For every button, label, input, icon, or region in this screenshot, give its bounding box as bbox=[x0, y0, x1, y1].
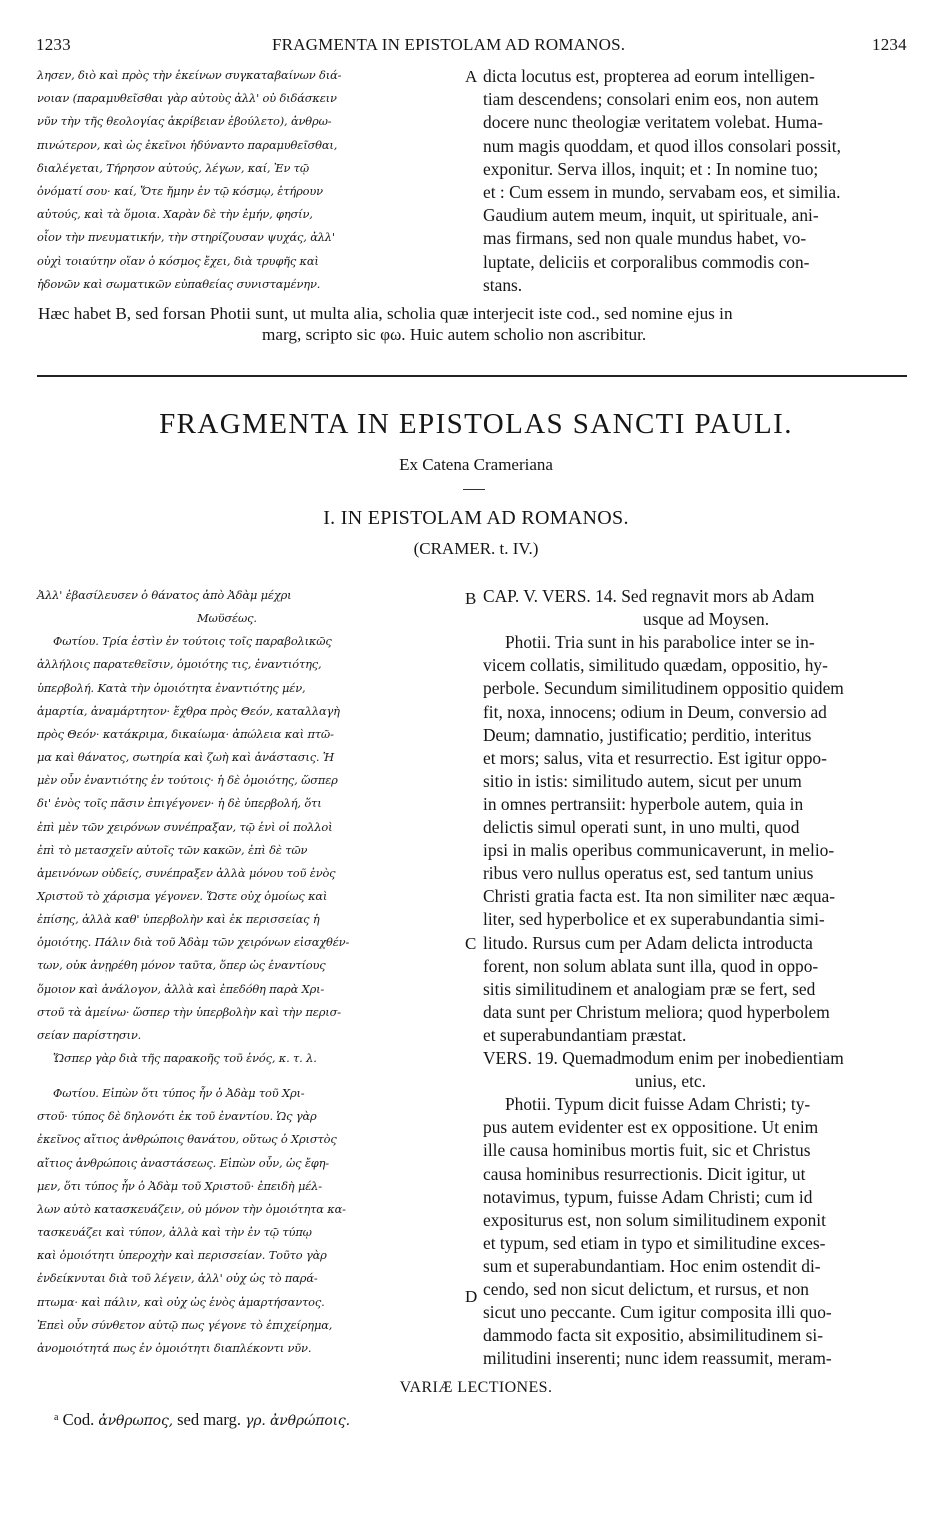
latin-line: sum et superabundantiam. Hoc enim ostendit di- bbox=[483, 1255, 821, 1276]
greek-line: ἐπὶ μὲν τῶν χειρόνων συνέπραξαν, τῷ ἑνὶ οἱ πολλοὶ bbox=[37, 819, 333, 834]
running-title: FRAGMENTA IN EPISTOLAM AD ROMANOS. bbox=[272, 35, 626, 54]
latin-line: mas firmans, sed non quale mundus habet, vo- bbox=[483, 228, 807, 249]
greek-line: πρὸς Θεόν· κατάκριμα, δικαίωμα· ἀπώλεια καὶ πτῶ- bbox=[37, 726, 334, 741]
greek-line: πτωμα· καὶ πάλιν, καὶ οὐχ ὡς ἑνὸς ἁμαρτήσαντος. bbox=[37, 1294, 325, 1309]
variant-note-prefix: Cod. bbox=[62, 1410, 95, 1429]
greek-line: μὲν οὖν ἐναντιότης ἐν τούτοις· ἡ δὲ ὁμοιότης, ὥσπερ bbox=[37, 773, 338, 788]
greek-line: Ὥσπερ γὰρ διὰ τῆς παρακοῆς τοῦ ἑνός, κ. τ. λ. bbox=[53, 1051, 317, 1065]
latin-line: CAP. V. VERS. 14. Sed regnavit mors ab Adam bbox=[483, 586, 815, 606]
latin-line: pus autem evidenter est ex oppositione. Ut enim bbox=[483, 1117, 819, 1138]
latin-line: VERS. 19. Quemadmodum enim per inobedientiam bbox=[483, 1048, 844, 1068]
latin-line: perbole. Secundum similitudinem oppositio quidem bbox=[483, 678, 844, 699]
greek-line: ἀμεινόνων οὐδείς, συνέπραξεν ἀλλὰ μόνου τοῦ ἑνὸς bbox=[37, 865, 336, 880]
variant-greek-2: γρ. ἀνθρώποις. bbox=[245, 1413, 350, 1429]
variant-note bbox=[54, 1410, 350, 1430]
page-number-right: 1234 bbox=[872, 35, 907, 54]
latin-line: data sunt per Christum meliora; quod hyperbolem bbox=[483, 1001, 830, 1022]
variant-greek-1: ἀνθρωπος, bbox=[98, 1413, 173, 1429]
greek-line: ἐκεῖνος αἴτιος ἀνθρώποις θανάτου, οὕτως ὁ Χριστὸς bbox=[37, 1132, 337, 1147]
greek-line: αὐτούς, καὶ τὰ ὅμοια. Χαρὰν δὲ τὴν ἐμήν, φησίν, bbox=[37, 207, 313, 222]
latin-line: vicem collatis, similitudo quædam, oppositio, hy- bbox=[483, 655, 828, 676]
latin-line: dammodo facta sit expositio, absimilitudinem si- bbox=[483, 1325, 824, 1346]
latin-line: militudini inserenti; nunc idem reassumit, meram- bbox=[483, 1348, 832, 1369]
greek-line: Φωτίου. Τρία ἐστὶν ἐν τούτοις τοῖς παραβολικῶς bbox=[53, 634, 332, 649]
latin-line: Deum; damnatio, justificatio; perditio, interitus bbox=[483, 724, 812, 745]
latin-line: Photii. Typum dicit fuisse Adam Christi; ty- bbox=[505, 1094, 811, 1115]
greek-line: των, οὐκ ἀνῃρέθη μόνον ταῦτα, ὅπερ ὡς ἐναντίους bbox=[37, 958, 326, 973]
greek-line: ὑπερβολή. Κατὰ τὴν ὁμοιότητα ἐναντιότης μέν, bbox=[37, 680, 306, 695]
latin-line: forent, non solum ablata sunt illa, quod in oppo- bbox=[483, 955, 819, 976]
greek-line: τασκευάζει καὶ τύπον, ἀλλὰ καὶ τὴν ἐν τῷ τύπῳ bbox=[37, 1225, 312, 1240]
greek-line: Μωϋσέως. bbox=[197, 611, 257, 626]
greek-line: ὅμοιον καὶ ἀνάλογον, ἀλλὰ καὶ ἐπεδόθη παρὰ Χρι- bbox=[37, 981, 325, 996]
editor-note-line-2: marg, scripto sic φω. Huic autem scholio non ascribitur. bbox=[262, 325, 647, 344]
greek-line: ἡδονῶν καὶ σωματικῶν εὐπαθείας συνισταμένην. bbox=[37, 276, 321, 291]
latin-line: Gaudium autem meum, inquit, ut spirituale, ani- bbox=[483, 205, 819, 226]
greek-line: στοῦ· τύπος δὲ δηλονότι ἐκ τοῦ ἐναντίου. Ὡς γὰρ bbox=[37, 1109, 317, 1124]
top-latin-column bbox=[483, 66, 915, 298]
latin-line: dicta locutus est, propterea ad eorum intelligen- bbox=[483, 66, 815, 86]
margin-marker-c: C bbox=[465, 934, 477, 953]
latin-line: sicut uno peccante. Cum igitur composita illi quo- bbox=[483, 1302, 832, 1323]
latin-line: et superabundantiam præstat. bbox=[483, 1024, 687, 1045]
latin-line: tiam descendens; consolari enim eos, non autem bbox=[483, 89, 819, 110]
latin-line: notavimus, typum, fuisse Adam Christi; cum id bbox=[483, 1186, 813, 1207]
greek-line: Ἐπεὶ οὖν σύνθετον αὐτῷ πως γέγονε τὸ ἐπιχείρημα, bbox=[37, 1317, 333, 1332]
latin-line: ille causa hominibus mortis fuit, sic et Christus bbox=[483, 1140, 811, 1161]
greek-line: Φωτίου. Εἰπὼν ὅτι τύπος ἦν ὁ Ἀδὰμ τοῦ Χρι- bbox=[53, 1086, 305, 1101]
latin-line: ipsi in malis operibus communicaverunt, in melio- bbox=[483, 840, 835, 861]
greek-line: λησεν, διὸ καὶ πρὸς τὴν ἐκείνων συγκαταβαίνων διά- bbox=[37, 68, 342, 82]
latin-line: litudo. Rursus cum per Adam delicta introducta bbox=[483, 932, 813, 953]
greek-line: καὶ ὁμοιότητι ὑπεροχὴν καὶ περισσείαν. Τοῦτο γὰρ bbox=[37, 1248, 327, 1263]
latin-line: usque ad Moysen. bbox=[643, 609, 770, 630]
greek-line: διαλέγεται, Τήρησον αὐτούς, λέγων, καί, Ἐν τῷ bbox=[37, 160, 309, 175]
latin-line: in omnes pertransiit: hyperbole autem, quia in bbox=[483, 793, 804, 814]
latin-line: docere nunc theologiæ veritatem volebat. Huma- bbox=[483, 112, 823, 133]
part-reference: (CRAMER. t. IV.) bbox=[413, 539, 539, 558]
section-subtitle: Ex Catena Crameriana bbox=[399, 455, 553, 474]
margin-marker-d: D bbox=[465, 1287, 478, 1306]
short-rule bbox=[463, 489, 485, 490]
latin-line: Christi gratia facta est. Ita non similiter næc æqua- bbox=[483, 886, 836, 907]
greek-line: μα καὶ θάνατος, σωτηρία καὶ ζωὴ καὶ ἀνάστασις. Ἡ bbox=[37, 750, 335, 765]
greek-line: αἴτιος ἀνθρώποις ἀναστάσεως. Εἰπὼν οὖν, ὡς ἔφη- bbox=[37, 1155, 329, 1170]
greek-line: νῦν τὴν τῆς θεολογίας ἀκρίβειαν ἐβούλετο), ἀνθρω- bbox=[37, 114, 332, 129]
latin-line: ribus vero nullus operatus est, sed tantum unius bbox=[483, 863, 814, 884]
greek-column bbox=[37, 588, 462, 1368]
latin-line: et : Cum essem in mundo, servabam eos, et similia. bbox=[483, 182, 841, 202]
greek-line: οὐχὶ τοιαύτην οἵαν ὁ κόσμος ἔχει, διὰ τρυφῆς καὶ bbox=[37, 253, 319, 268]
latin-line: exponitur. Serva illos, inquit; et : In nomine tuo; bbox=[483, 158, 819, 179]
section-divider bbox=[37, 375, 907, 377]
latin-column bbox=[483, 586, 915, 1376]
greek-line: λων αὐτὸ κατασκευάζειν, οὐ μόνον τὴν ὁμοιότητα κα- bbox=[37, 1201, 346, 1216]
margin-marker-a: A bbox=[465, 67, 478, 86]
greek-line: ὁμοιότης. Πάλιν διὰ τοῦ Ἀδὰμ τῶν χειρόνων εἰσαχθέν- bbox=[37, 935, 350, 950]
greek-line: σείαν παρίστησιν. bbox=[37, 1027, 142, 1042]
latin-line: delictis simul operati sunt, in uno multi, quod bbox=[483, 817, 800, 837]
latin-line: sitis similitudinem et analogiam præ se fert, sed bbox=[483, 978, 816, 999]
margin-marker-b: B bbox=[465, 589, 477, 608]
latin-line: fit, noxa, innocens; odium in Deum, conversio ad bbox=[483, 701, 827, 722]
greek-line: ὀνόματί σου· καί, Ὅτε ἤμην ἐν τῷ κόσμῳ, ἐτήρουν bbox=[37, 184, 323, 198]
latin-line: et mors; salus, vita et resurrectio. Est igitur oppo- bbox=[483, 747, 827, 768]
latin-line: liter, sed hyperbolice et ex superabundantia simi- bbox=[483, 909, 825, 930]
latin-line: causa hominibus resurrectionis. Dicit igitur, ut bbox=[483, 1163, 806, 1184]
top-greek-column bbox=[37, 68, 462, 298]
greek-line: ἐπίσης, ἀλλὰ καθ' ὑπερβολὴν καὶ ἐκ περισσείας ἡ bbox=[37, 912, 320, 927]
footnote-mark: a bbox=[54, 1412, 59, 1423]
greek-line: νοιαν (παραμυθεῖσθαι γὰρ αὐτοὺς ἀλλ' οὐ διδάσκειν bbox=[37, 91, 337, 106]
greek-line: ἀνομοιότητά πως ἐν ὁμοιότητι διαπλέκοντι νῦν. bbox=[37, 1340, 312, 1355]
greek-line: δι' ἑνὸς τοῖς πᾶσιν ἐπιγέγονεν· ἡ δὲ ὑπερβολή, ὅτι bbox=[37, 796, 322, 811]
latin-line: et typum, sed etiam in typo et similitudine exces- bbox=[483, 1232, 826, 1253]
latin-line: cendo, sed non sicut delictum, et rursus, et non bbox=[483, 1279, 810, 1299]
greek-line: Ἀλλ' ἐβασίλευσεν ὁ θάνατος ἀπὸ Ἀδὰμ μέχρι bbox=[37, 588, 292, 602]
latin-line: unius, etc. bbox=[635, 1071, 706, 1092]
variae-lectiones-heading: VARIÆ LECTIONES. bbox=[399, 1379, 553, 1396]
greek-line: μεν, ὅτι τύπος ἦν ὁ Ἀδὰμ τοῦ Χριστοῦ· ἐπειδὴ μέλ- bbox=[37, 1178, 322, 1193]
editor-note-line-1: Hæc habet B, sed forsan Photii sunt, ut multa alia, scholia quæ interjecit iste cod., sed nomine ejus in bbox=[38, 304, 733, 323]
greek-line: οἷον τὴν πνευματικήν, τὴν στηρίζουσαν ψυχάς, ἀλλ' bbox=[37, 230, 335, 245]
latin-line: sitio in istis: similitudo autem, sicut per unum bbox=[483, 770, 802, 791]
page-number-left: 1233 bbox=[36, 35, 71, 54]
latin-line: luptate, deliciis et corporalibus commodis con- bbox=[483, 251, 810, 272]
greek-line: ἀλλήλοις παρατεθεῖσιν, ὁμοιότης τις, ἐναντιότης, bbox=[37, 657, 322, 672]
greek-line: ἐνδείκνυται διὰ τοῦ λέγειν, ἀλλ' οὐχ ὡς τὸ παρά- bbox=[37, 1271, 318, 1286]
latin-line: stans. bbox=[483, 274, 523, 295]
latin-line: num magis quoddam, et quod illos consolari possit, bbox=[483, 135, 841, 156]
part-title: I. IN EPISTOLAM AD ROMANOS. bbox=[323, 507, 629, 529]
greek-line: πινώτερον, καὶ ὡς ἐκεῖνοι ἠδύναντο παραμυθεῖσθαι, bbox=[37, 137, 338, 152]
greek-line: Χριστοῦ τὸ χάρισμα γέγονεν. Ὥστε οὐχ ὁμοίως καὶ bbox=[37, 888, 328, 903]
latin-line: expositurus est, non solum similitudinem exponit bbox=[483, 1209, 826, 1230]
section-title: FRAGMENTA IN EPISTOLAS SANCTI PAULI. bbox=[159, 408, 793, 440]
greek-line: στοῦ τὰ ἀμείνω· ὥσπερ τὴν ὑπερβολὴν καὶ τὴν περισ- bbox=[37, 1004, 341, 1019]
greek-line: ἐπὶ τὸ μετασχεῖν αὐτοῖς τῶν κακῶν, ἐπὶ δὲ τῶν bbox=[37, 842, 308, 857]
greek-line: ἁμαρτία, ἀναμάρτητον· ἔχθρα πρὸς Θεόν, καταλλαγὴ bbox=[37, 703, 340, 718]
latin-line: Photii. Tria sunt in his parabolice inter se in- bbox=[505, 632, 815, 653]
variant-note-mid: sed marg. bbox=[177, 1410, 241, 1429]
